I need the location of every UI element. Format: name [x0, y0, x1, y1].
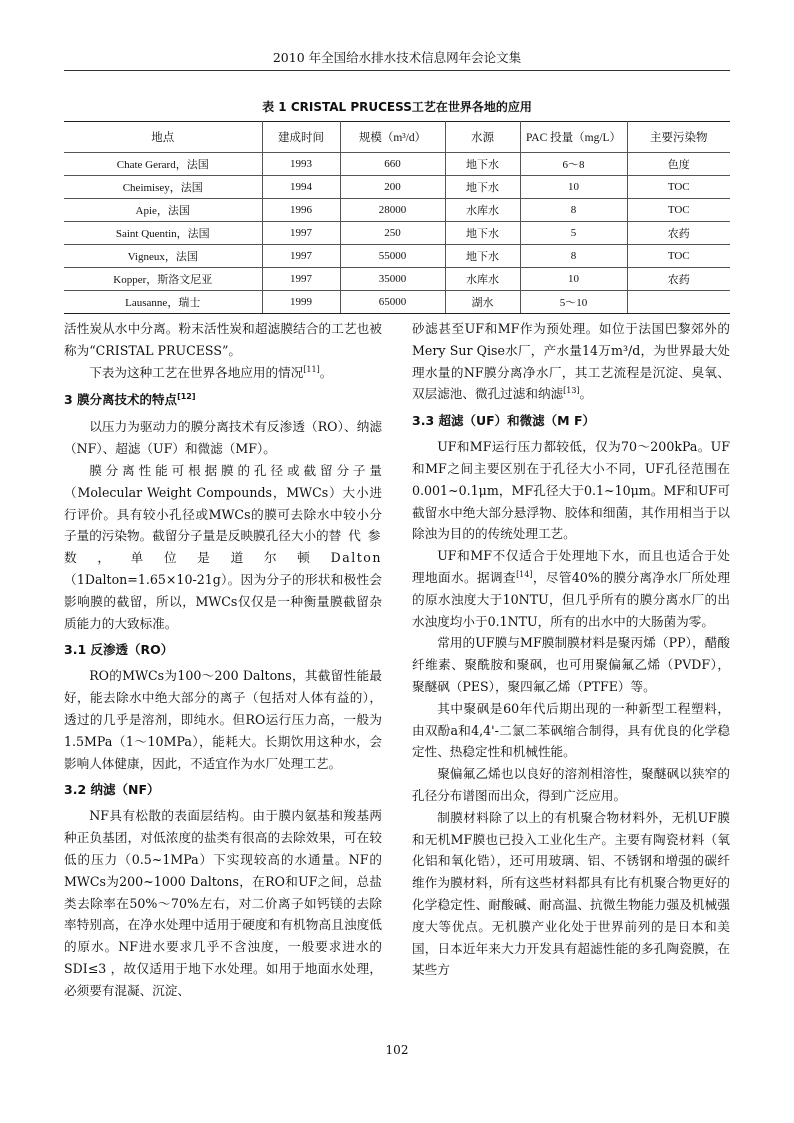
cell-location: Kopper，斯洛文尼亚 — [64, 268, 262, 291]
table-row — [64, 222, 730, 245]
cell-year: 1997 — [262, 245, 340, 268]
cell-year: 1997 — [262, 222, 340, 245]
section-heading-text: 3 膜分离技术的特点 — [64, 392, 178, 408]
paragraph-end: 。 — [579, 386, 593, 402]
cell-source: 水库水 — [445, 268, 520, 291]
cell-pollutant: 农药 — [627, 222, 730, 245]
citation-ref: [12] — [177, 392, 196, 402]
subsection-heading-ro: 3.1 反渗透（RO） — [64, 642, 174, 658]
paragraph: RO的MWCs为100～200 Daltons，其截留性能最好，能去除水中绝大部分的离子（包括对人体有益的），透过的几乎是溶剂，即纯水。但RO运行压力高，一般为1.5MPa（1～10MPa），能耗大。长期饮用这种水，会影响人体健康，因此，不适宜作为水厂处理工艺。 — [64, 668, 382, 771]
cell-year: 1994 — [262, 176, 340, 199]
cell-capacity: 250 — [340, 222, 445, 245]
left-column — [64, 318, 382, 1002]
paragraph-text: 砂滤甚至UF和MF作为预处理。如位于法国巴黎郊外的Mery Sur Qise水厂，产水量14万m³/d，为世界最大处理水量的NF膜分离净水厂，其工艺流程是沉淀、臭氧、双层滤池、微孔过滤和纳滤 — [412, 321, 730, 402]
paragraph-text: 替 代 参 数 ， 单 位 是 道 尔 顿 Dalton — [64, 528, 382, 566]
cell-year: 1993 — [262, 153, 340, 176]
paragraph-text: 膜分离性能可根据膜的孔径或截留分子量（Molecular Weight Compounds，MWCs）大小进行评价。具有较小孔径或MWCs的膜可去除水中较小分子量的污染物。截留分子量是反映膜孔径大小的 — [64, 462, 382, 544]
cell-location: Apie，法国 — [64, 199, 262, 222]
cell-pac-dose: 6～8 — [520, 153, 627, 176]
paragraph: UF和MF运行压力都较低，仅为70～200kPa。UF和MF之间主要区别在于孔径大小不同，UF孔径范围在0.001~0.1μm，MF孔径大于0.1~10μm。MF和UF可截留水中绝大部分悬浮物、胶体和细菌，其作用相当于以除浊为目的的传统处理工艺。 — [412, 439, 730, 542]
table-header-row — [64, 122, 730, 153]
table-row — [64, 268, 730, 291]
paragraph: 常用的UF膜与MF膜制膜材料是聚丙烯（PP），醋酸纤维素、聚酰胺和聚砜，也可用聚偏氟乙烯（PVDF），聚醚砜（PES），聚四氟乙烯（PTFE）等。 — [412, 635, 730, 694]
paragraph-text: UF和MF不仅适合于处理地下水，而且也适合于处理地面水。据调查 — [412, 548, 730, 585]
table-row — [64, 245, 730, 268]
cell-pollutant: TOC — [627, 245, 730, 268]
paragraph — [64, 362, 382, 384]
paragraph — [412, 318, 730, 405]
paragraph: 活性炭从水中分离。粉末活性炭和超滤膜结合的工艺也被称为“CRISTAL PRUCESS”。 — [64, 321, 382, 358]
cell-location: Chate Gerard，法国 — [64, 153, 262, 176]
cell-source: 地下水 — [445, 153, 520, 176]
table-row — [64, 291, 730, 314]
page-number: 102 — [385, 1043, 409, 1057]
cell-year: 1999 — [262, 291, 340, 314]
cell-year: 1996 — [262, 199, 340, 222]
paragraph-text: ，尽管40%的膜分离净水厂所处理的原水浊度大于10NTU，但几乎所有的膜分离水厂的出水浊度均小于0.1NTU，所有的出水中的大肠菌为零。 — [412, 569, 730, 629]
table-row — [64, 176, 730, 199]
col-header-pollutant: 主要污染物 — [627, 122, 730, 153]
cell-pac-dose: 10 — [520, 176, 627, 199]
col-header-location: 地点 — [64, 122, 262, 153]
right-column — [412, 318, 730, 981]
table-row — [64, 199, 730, 222]
cell-capacity: 35000 — [340, 268, 445, 291]
cell-year: 1997 — [262, 268, 340, 291]
cell-location: Saint Quentin，法国 — [64, 222, 262, 245]
cell-pac-dose: 8 — [520, 245, 627, 268]
citation-ref: [14] — [516, 569, 533, 579]
cell-capacity: 55000 — [340, 245, 445, 268]
cell-pollutant: TOC — [627, 199, 730, 222]
cell-pac-dose: 8 — [520, 199, 627, 222]
cell-pollutant: TOC — [627, 176, 730, 199]
cell-source: 地下水 — [445, 176, 520, 199]
col-header-source: 水源 — [445, 122, 520, 153]
cell-pac-dose: 5 — [520, 222, 627, 245]
citation-ref: [13] — [563, 386, 580, 396]
paragraph-end: 。 — [319, 364, 333, 380]
table-row — [64, 153, 730, 176]
cell-capacity: 28000 — [340, 199, 445, 222]
cell-source: 湖水 — [445, 291, 520, 314]
citation-ref: [11] — [303, 364, 320, 374]
header-rule — [64, 70, 730, 71]
cell-source: 水库水 — [445, 199, 520, 222]
cell-location: Vigneux，法国 — [64, 245, 262, 268]
applications-table — [64, 121, 730, 314]
paragraph: NF具有松散的表面层结构。由于膜内氨基和羧基两种正负基团，对低浓度的盐类有很高的去除效果，可在较低的压力（0.5~1MPa）下实现较高的水通量。NF的MWCs为200~1000 Daltons，在RO和UF之间，总盐类去除率在50%～70%左右，对二价离子如钙镁的去除率特别高，在净水处理中适用于硬度和有机物高且浊度低的原水。NF进水要求几乎不含浊度，一般要求进水的SDI≤3 ，故仅适用于地下水处理。如用于地面水处理，必须要有混凝、沉淀、 — [64, 808, 382, 998]
cell-pollutant: 色度 — [627, 153, 730, 176]
cell-location: Cheimisey，法国 — [64, 176, 262, 199]
table-caption: 表 1 CRISTAL PRUCESS工艺在世界各地的应用 — [262, 100, 532, 114]
col-header-pac-dose: PAC 投量（mg/L） — [520, 122, 627, 153]
paragraph — [412, 545, 730, 632]
cell-source: 地下水 — [445, 245, 520, 268]
cell-capacity: 660 — [340, 153, 445, 176]
paragraph — [64, 460, 382, 634]
paragraph-text: （1Dalton=1.65×10-21g）。因为分子的形状和极性会影响膜的截留，所以，MWCs仅仅是一种衡量膜截留杂质能力的大致标准。 — [64, 571, 382, 631]
paragraph: 制膜材料除了以上的有机聚合物材料外，无机UF膜和无机MF膜也已投入工业化生产。主要有陶瓷材料（氧化铝和氧化锆），还可用玻璃、铝、不锈钢和增强的碳纤维作为膜材料，所有这些材料都具有比有机聚合物更好的化学稳定性、耐酸碱、耐高温、抗微生物能力强及机械强度大等优点。无机膜产业化处于世界前列的是日本和美国，日本近年来大力开发具有超滤性能的多孔陶瓷膜，在某些方 — [412, 809, 730, 978]
paragraph: 以压力为驱动力的膜分离技术有反渗透（RO）、纳滤（NF）、超滤（UF）和微滤（MF）。 — [64, 419, 382, 457]
cell-pollutant: 农药 — [627, 268, 730, 291]
cell-pac-dose: 5～10 — [520, 291, 627, 314]
paragraph: 其中聚砜是60年代后期出现的一种新型工程塑料，由双酚a和4,4'-二氯二苯砜缩合制得，具有优良的化学稳定性、热稳定性和机械性能。 — [412, 700, 730, 760]
cell-capacity: 200 — [340, 176, 445, 199]
paragraph-text: 下表为这种工艺在世界各地应用的情况 — [89, 364, 304, 380]
subsection-heading-uf-mf: 3.3 超滤（UF）和微滤（M F） — [412, 413, 596, 429]
col-header-capacity: 规模（m³/d） — [340, 122, 445, 153]
cell-location: Lausanne，瑞士 — [64, 291, 262, 314]
running-header: 2010 年全国给水排水技术信息网年会论文集 — [272, 50, 522, 65]
col-header-year: 建成时间 — [262, 122, 340, 153]
section-heading — [64, 389, 382, 411]
paragraph: 聚偏氟乙烯也以良好的溶剂相溶性，聚醚砜以狭窄的孔径分布谱图而出众，得到广泛应用。 — [412, 766, 730, 803]
subsection-heading-nf: 3.2 纳滤（NF） — [64, 782, 160, 798]
cell-pollutant — [627, 291, 730, 314]
cell-capacity: 65000 — [340, 291, 445, 314]
cell-source: 地下水 — [445, 222, 520, 245]
cell-pac-dose: 10 — [520, 268, 627, 291]
